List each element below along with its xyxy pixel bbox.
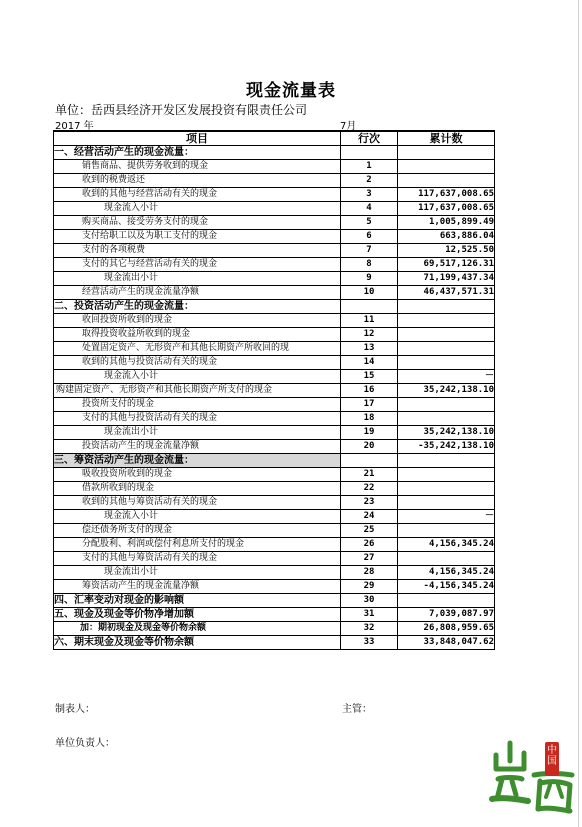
row-line: 13 <box>341 342 398 356</box>
row-item: 投资所支付的现金 <box>54 398 341 412</box>
row-line: 23 <box>341 496 398 510</box>
row-item: 收回投资所收到的现金 <box>54 314 341 328</box>
row-line: 18 <box>341 412 398 426</box>
row-item: 支付的各项税费 <box>54 244 341 258</box>
row-line: 31 <box>341 608 398 622</box>
row-item: 筹资活动产生的现金流量净额 <box>54 580 341 594</box>
table-row <box>54 594 495 608</box>
row-amount <box>398 328 495 342</box>
row-item: 处置固定资产、无形资产和其他长期资产所收回的现 <box>54 342 341 356</box>
table-row <box>54 370 495 384</box>
row-amount: 12,525.50 <box>398 244 495 258</box>
row-item: 加：期初现金及现金等价物余额 <box>54 622 341 636</box>
row-line: 10 <box>341 286 398 300</box>
row-line: 22 <box>341 482 398 496</box>
row-amount: -35,242,138.10 <box>398 440 495 454</box>
row-item: 现金流出小计 <box>54 566 341 580</box>
row-amount <box>398 454 495 468</box>
report-year: 2017 年 <box>55 121 94 132</box>
row-line <box>341 146 398 160</box>
row-item: 三、筹资活动产生的现金流量： <box>54 454 341 468</box>
report-title: 现金流量表 <box>246 81 336 101</box>
row-line: 4 <box>341 202 398 216</box>
table-row <box>54 342 495 356</box>
row-item: 借款所收到的现金 <box>54 482 341 496</box>
cash-flow-table <box>53 130 495 650</box>
row-item: 现金流入小计 <box>54 202 341 216</box>
table-row <box>54 622 495 636</box>
row-amount <box>398 342 495 356</box>
row-amount <box>398 300 495 314</box>
row-line: 30 <box>341 594 398 608</box>
row-amount: － <box>398 370 495 384</box>
row-item: 现金流出小计 <box>54 272 341 286</box>
row-item: 支付的其它与经营活动有关的现金 <box>54 258 341 272</box>
row-item: 支付给职工以及为职工支付的现金 <box>54 230 341 244</box>
row-item: 六、期末现金及现金等价物余额 <box>54 636 341 650</box>
row-item: 现金流入小计 <box>54 370 341 384</box>
row-line <box>341 454 398 468</box>
china-seal: 中国 <box>545 742 559 776</box>
table-header-row <box>54 131 495 146</box>
row-item: 销售商品、提供劳务收到的现金 <box>54 160 341 174</box>
row-amount: 71,199,437.34 <box>398 272 495 286</box>
row-item: 现金流出小计 <box>54 426 341 440</box>
row-line: 17 <box>341 398 398 412</box>
table-row <box>54 188 495 202</box>
row-line: 20 <box>341 440 398 454</box>
table-row <box>54 300 495 314</box>
row-line: 1 <box>341 160 398 174</box>
row-item: 收到的其他与筹资活动有关的现金 <box>54 496 341 510</box>
row-amount <box>398 594 495 608</box>
table-row <box>54 468 495 482</box>
row-amount <box>398 412 495 426</box>
row-line: 8 <box>341 258 398 272</box>
table-row <box>54 258 495 272</box>
row-amount <box>398 468 495 482</box>
row-line: 14 <box>341 356 398 370</box>
table-row <box>54 286 495 300</box>
table-row <box>54 426 495 440</box>
company-unit: 单位：岳西县经济开发区发展投资有限责任公司 <box>55 103 308 117</box>
row-amount: 4,156,345.24 <box>398 538 495 552</box>
row-item: 购建固定资产、无形资产和其他长期资产所支付的现金 <box>54 384 341 398</box>
row-line: 15 <box>341 370 398 384</box>
table-row <box>54 636 495 650</box>
row-item: 现金流入小计 <box>54 510 341 524</box>
row-line: 25 <box>341 524 398 538</box>
table-row <box>54 384 495 398</box>
table-row <box>54 482 495 496</box>
row-amount: 69,517,126.31 <box>398 258 495 272</box>
table-row <box>54 356 495 370</box>
row-line: 26 <box>341 538 398 552</box>
table-row <box>54 328 495 342</box>
row-item: 收到的税费返还 <box>54 174 341 188</box>
header-amount: 累计数 <box>398 131 495 146</box>
table-row <box>54 146 495 160</box>
table-row <box>54 216 495 230</box>
row-item: 四、汇率变动对现金的影响额 <box>54 594 341 608</box>
row-item: 吸收投资所收到的现金 <box>54 468 341 482</box>
row-amount: 117,637,008.65 <box>398 202 495 216</box>
row-item: 分配股利、利润或偿付利息所支付的现金 <box>54 538 341 552</box>
table-row <box>54 538 495 552</box>
row-amount: 1,005,899.49 <box>398 216 495 230</box>
row-line: 24 <box>341 510 398 524</box>
row-line: 27 <box>341 552 398 566</box>
report-month: 7月 <box>340 121 357 132</box>
row-amount <box>398 398 495 412</box>
row-amount: 663,886.04 <box>398 230 495 244</box>
table-row <box>54 398 495 412</box>
table-row <box>54 272 495 286</box>
page-edge <box>578 0 579 827</box>
row-amount <box>398 356 495 370</box>
row-item: 收到的其他与经营活动有关的现金 <box>54 188 341 202</box>
row-line: 29 <box>341 580 398 594</box>
principal-label: 单位负责人： <box>55 738 115 749</box>
row-amount <box>398 314 495 328</box>
supervisor-label: 主管： <box>342 704 372 715</box>
table-row <box>54 552 495 566</box>
header-line: 行次 <box>341 131 398 146</box>
row-line <box>341 300 398 314</box>
row-amount: 117,637,008.65 <box>398 188 495 202</box>
row-item: 购买商品、接受劳务支付的现金 <box>54 216 341 230</box>
row-line: 28 <box>341 566 398 580</box>
row-item: 一、经营活动产生的现金流量： <box>54 146 341 160</box>
row-amount: -4,156,345.24 <box>398 580 495 594</box>
row-amount <box>398 552 495 566</box>
row-amount: 4,156,345.24 <box>398 566 495 580</box>
row-line: 21 <box>341 468 398 482</box>
row-line: 32 <box>341 622 398 636</box>
row-amount: 33,848,047.62 <box>398 636 495 650</box>
row-item: 五、现金及现金等价物净增加额 <box>54 608 341 622</box>
row-line: 2 <box>341 174 398 188</box>
table-row <box>54 244 495 258</box>
row-line: 7 <box>341 244 398 258</box>
table-row <box>54 496 495 510</box>
yuexi-calligraphy-logo <box>488 735 580 820</box>
table-row <box>54 566 495 580</box>
header-item: 项目 <box>54 131 341 146</box>
table-row <box>54 524 495 538</box>
row-item: 取得投资收益所收到的现金 <box>54 328 341 342</box>
table-row <box>54 580 495 594</box>
row-amount <box>398 482 495 496</box>
row-item: 收到的其他与投资活动有关的现金 <box>54 356 341 370</box>
row-amount: 7,039,087.97 <box>398 608 495 622</box>
row-line: 33 <box>341 636 398 650</box>
table-row <box>54 160 495 174</box>
row-item: 支付的其他与筹资活动有关的现金 <box>54 552 341 566</box>
row-amount <box>398 174 495 188</box>
row-amount: － <box>398 510 495 524</box>
row-amount <box>398 496 495 510</box>
row-amount: 46,437,571.31 <box>398 286 495 300</box>
table-row <box>54 454 495 468</box>
row-item: 经营活动产生的现金流量净额 <box>54 286 341 300</box>
row-item: 支付的其他与投资活动有关的现金 <box>54 412 341 426</box>
row-item: 二、投资活动产生的现金流量： <box>54 300 341 314</box>
row-amount <box>398 160 495 174</box>
row-line: 5 <box>341 216 398 230</box>
table-row <box>54 230 495 244</box>
row-item: 偿还债务所支付的现金 <box>54 524 341 538</box>
preparer-label: 制表人： <box>55 704 95 715</box>
row-amount: 26,808,959.65 <box>398 622 495 636</box>
row-amount: 35,242,138.10 <box>398 384 495 398</box>
row-amount <box>398 146 495 160</box>
row-line: 19 <box>341 426 398 440</box>
table-row <box>54 202 495 216</box>
table-row <box>54 608 495 622</box>
row-line: 6 <box>341 230 398 244</box>
row-line: 12 <box>341 328 398 342</box>
row-line: 3 <box>341 188 398 202</box>
row-item: 投资活动产生的现金流量净额 <box>54 440 341 454</box>
row-amount <box>398 524 495 538</box>
row-line: 16 <box>341 384 398 398</box>
table-row <box>54 510 495 524</box>
row-line: 11 <box>341 314 398 328</box>
row-amount: 35,242,138.10 <box>398 426 495 440</box>
table-row <box>54 314 495 328</box>
table-row <box>54 412 495 426</box>
table-row <box>54 440 495 454</box>
row-line: 9 <box>341 272 398 286</box>
table-row <box>54 174 495 188</box>
